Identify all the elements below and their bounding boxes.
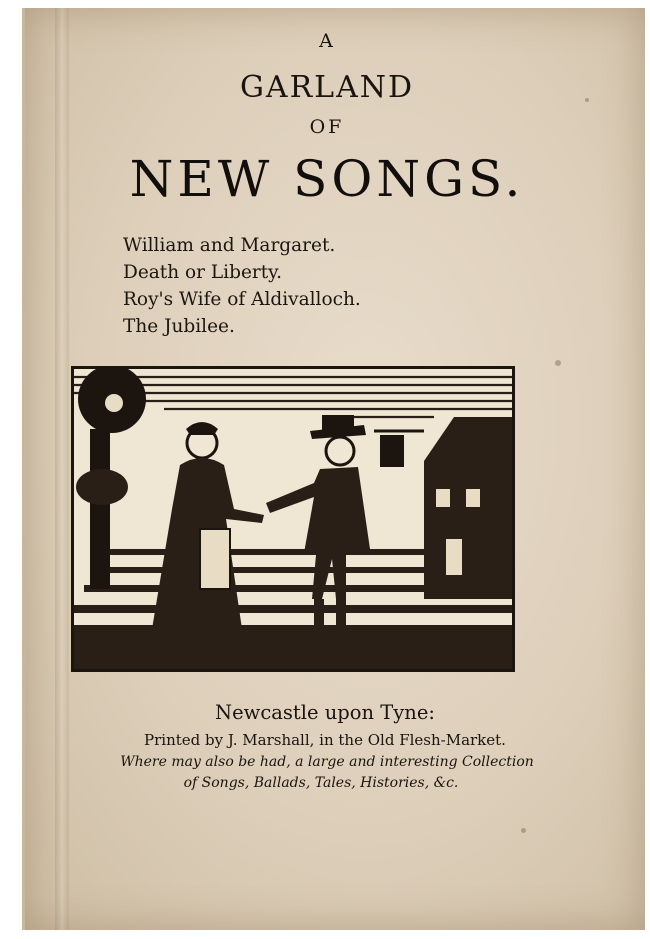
- song-item: The Jubilee.: [123, 316, 235, 337]
- foxing-spot: [585, 98, 589, 102]
- imprint-note-line1: Where may also be had, a large and interesting Collection: [120, 754, 534, 770]
- song-item: Roy's Wife of Aldivalloch.: [123, 289, 361, 310]
- title-line-garland: GARLAND: [239, 70, 415, 105]
- woodcut-scene: [74, 369, 512, 669]
- man-figure-icon: [266, 415, 370, 635]
- foxing-spot: [555, 360, 561, 366]
- woodcut-illustration: [71, 366, 515, 672]
- title-line-a: A: [319, 30, 335, 52]
- woman-figure-icon: [152, 422, 264, 629]
- foxing-spot: [521, 828, 526, 833]
- song-item: Death or Liberty.: [123, 262, 283, 283]
- song-item: William and Margaret.: [123, 235, 336, 256]
- imprint-place: Newcastle upon Tyne:: [215, 701, 435, 724]
- main-title: NEW SONGS.: [129, 150, 525, 208]
- imprint-note-line2: of Songs, Ballads, Tales, Histories, &c.: [183, 775, 459, 791]
- song-list: [123, 232, 361, 340]
- imprint-printer: Printed by J. Marshall, in the Old Flesh-Market.: [144, 731, 506, 749]
- tree-icon: [76, 369, 146, 589]
- title-line-of: OF: [309, 116, 345, 138]
- chapbook-page: [22, 8, 645, 930]
- page-fold: [55, 8, 69, 930]
